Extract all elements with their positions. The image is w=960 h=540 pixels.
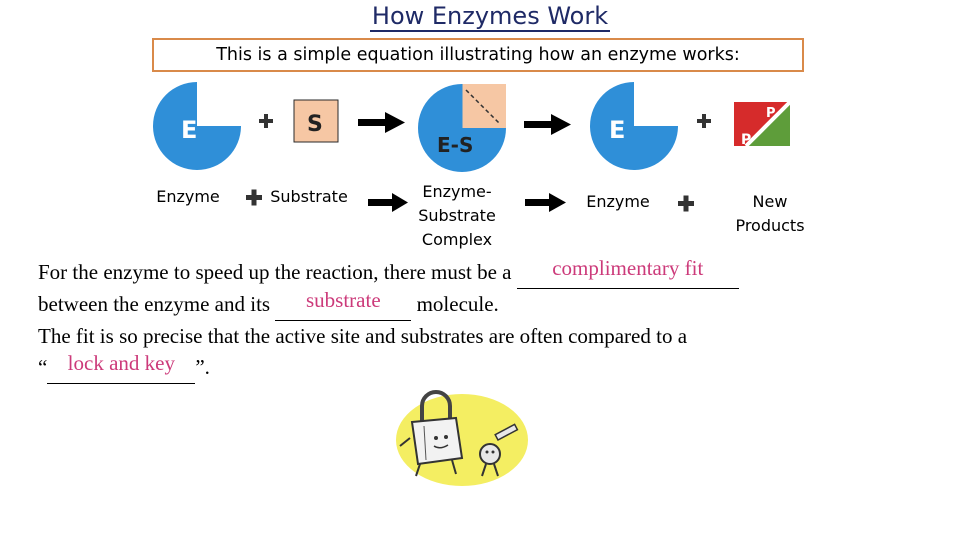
- label-enzyme: Enzyme: [156, 187, 220, 206]
- para-text: between the enzyme and its: [38, 292, 276, 316]
- enzyme-glyph: E: [609, 116, 626, 144]
- plus-icon: [697, 114, 711, 128]
- plus-icon: [259, 114, 273, 128]
- blank-answer: [47, 352, 195, 384]
- para-text: ”.: [195, 355, 210, 379]
- arrow-right-icon: [358, 112, 405, 133]
- product-glyph: P: [741, 132, 752, 148]
- substrate-shape-icon: [294, 100, 338, 142]
- label-substrate: Substrate: [270, 187, 348, 206]
- label-complex-line: Substrate: [418, 206, 496, 225]
- label-enzyme-2: Enzyme: [586, 192, 650, 211]
- complex-glyph: E-S: [437, 133, 474, 157]
- arrow-right-icon: [525, 193, 566, 212]
- blank-answer: [517, 257, 739, 289]
- para-text: molecule.: [411, 292, 499, 316]
- label-complex: [402, 180, 512, 252]
- enzyme-shape-icon: [153, 82, 241, 170]
- answer-text: substrate: [306, 288, 381, 312]
- para-text: The fit is so precise that the active site and substrates are often compared to a: [38, 324, 688, 348]
- lock-and-key-cartoon-icon: [392, 380, 532, 488]
- equation-caption-box: This is a simple equation illustrating how an enzyme works:: [152, 38, 804, 72]
- plus-icon: [678, 196, 694, 212]
- enzyme-glyph: E: [181, 116, 198, 144]
- answer-text: lock and key: [67, 351, 175, 375]
- title-text: How Enzymes Work: [371, 2, 609, 30]
- label-products-line: Products: [735, 216, 805, 235]
- fill-in-paragraph: [38, 257, 938, 384]
- para-line: [38, 257, 938, 289]
- label-complex-line: Enzyme-: [422, 182, 492, 201]
- para-line: [38, 321, 938, 352]
- para-line: [38, 289, 938, 321]
- label-complex-line: Complex: [421, 230, 493, 249]
- enzyme-shape-icon: [590, 82, 678, 170]
- blank-answer: [275, 289, 411, 321]
- para-text: For the enzyme to speed up the reaction, there must be a: [38, 260, 517, 284]
- label-products: [720, 190, 820, 238]
- plus-icon: [246, 190, 262, 206]
- para-text: “: [38, 355, 48, 379]
- enzyme-substrate-complex-icon: [418, 84, 506, 172]
- answer-text: complimentary fit: [552, 256, 704, 280]
- arrow-right-icon: [524, 114, 571, 135]
- products-icon: [734, 102, 790, 148]
- product-glyph: P: [766, 106, 776, 121]
- substrate-glyph: S: [307, 112, 323, 137]
- label-products-line: New: [752, 192, 788, 211]
